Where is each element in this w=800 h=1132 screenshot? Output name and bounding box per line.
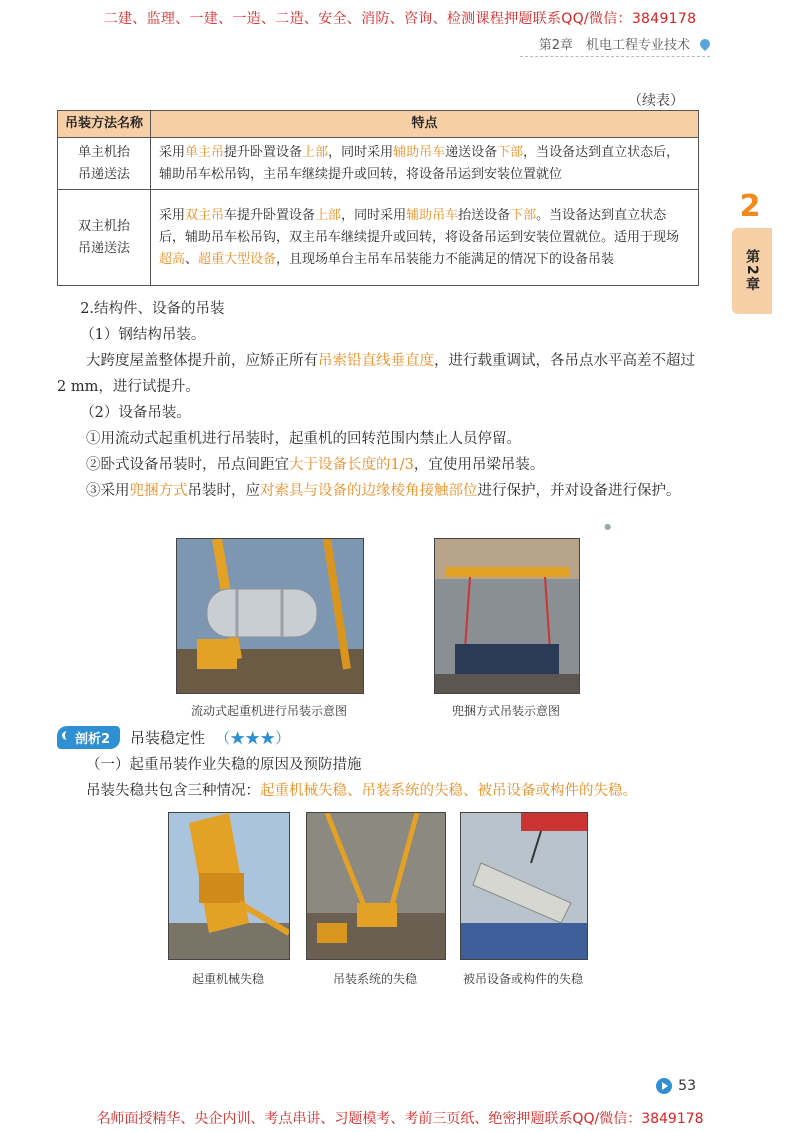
table-header-method: 吊装方法名称: [58, 111, 151, 138]
subsection-heading: （2）设备吊装。: [80, 405, 191, 421]
analysis-badge: 剖析2: [57, 726, 120, 749]
highlighted-text: 辅助吊车: [406, 207, 459, 223]
highlighted-text: 下部: [510, 207, 537, 223]
list-item: [57, 426, 702, 452]
text-segment: ，当设备达到直立状态后，辅助吊车松吊钩，主吊车继续提升或回转，将设备吊运到安装位置就位: [159, 144, 680, 182]
table-row: [58, 138, 699, 190]
text-segment: 吊装失稳共包含三种情况：: [86, 783, 260, 799]
highlighted-text: 起重机械失稳、吊装系统的失稳、被吊设备或构件的失稳。: [260, 783, 637, 799]
highlighted-text: 吊索铅直线垂直度: [318, 353, 434, 369]
page-number: [656, 1078, 696, 1094]
highlighted-text: 上部: [302, 144, 329, 160]
photo-caption: 被吊设备或构件的失稳: [462, 972, 583, 986]
method-name-line: 吊递送法: [77, 240, 130, 256]
text-segment: 采用: [159, 144, 186, 160]
chapter-title: 第2章 机电工程专业技术: [538, 38, 690, 53]
highlighted-text: 超重大型设备: [198, 251, 277, 267]
paragraph: [57, 778, 702, 804]
chapter-side-tab: [732, 190, 768, 314]
method-name-line: 单主机抬: [77, 144, 130, 160]
method-name-line: 吊递送法: [77, 166, 130, 182]
hoisting-methods-table: [57, 110, 699, 286]
list-item: [57, 452, 702, 478]
page-number-value: 53: [678, 1078, 696, 1094]
photo-caption: 流动式起重机进行吊装示意图: [190, 704, 347, 718]
features-cell: [151, 190, 699, 286]
highlighted-text: 大于设备长度的1/3: [289, 457, 414, 473]
table-row: [58, 190, 699, 286]
highlighted-text: 超高: [159, 251, 186, 267]
analysis-title: 吊装稳定性: [130, 729, 206, 747]
section-structure-hoisting: [57, 296, 702, 504]
chapter-number: 2: [739, 189, 761, 224]
highlighted-text: 上部: [315, 207, 342, 223]
text-segment: ②卧式设备吊装时，吊点间距宜: [86, 457, 289, 473]
photo-caption: 起重机械失稳: [191, 972, 264, 986]
chapter-header: [539, 34, 710, 53]
bottom-banner: 名师面授精华、央企内训、考点串讲、习题模考、考前三页纸、绝密押题联系QQ/微信：3849178: [96, 1111, 704, 1127]
text-segment: ，同时采用: [341, 207, 407, 223]
continued-note: （续表）: [628, 93, 684, 109]
photo-caption: 兜捆方式吊装示意图: [451, 704, 560, 718]
text-segment: ，同时采用: [328, 144, 394, 160]
highlighted-text: 双主吊: [185, 207, 225, 223]
top-banner: 二建、监理、一建、一造、二造、安全、消防、咨询、检测课程押题联系QQ/微信：3849178: [103, 11, 697, 27]
header-divider: [520, 56, 710, 57]
method-name-line: 双主机抬: [77, 218, 130, 234]
text-segment: 大跨度屋盖整体提升前，应矫正所有: [86, 353, 318, 369]
text-segment: ，宜使用吊梁吊装。: [413, 457, 545, 473]
highlighted-text: 下部: [497, 144, 524, 160]
bundling-lift-photo: [434, 538, 580, 694]
analysis-section-title: [57, 726, 290, 749]
analysis-body: [57, 752, 702, 804]
watermark: ●: [602, 521, 613, 532]
subsection-heading: （1）钢结构吊装。: [80, 327, 206, 343]
chapter-tab-label: 第2章: [732, 228, 772, 314]
photo-caption: 吊装系统的失稳: [332, 972, 417, 986]
text-segment: ，且现场单台主吊车吊装能力不能满足的情况下的设备吊装: [276, 251, 615, 267]
text-segment: ③采用: [86, 483, 130, 499]
lifted-equipment-instability-photo: [460, 812, 588, 960]
text-segment: ，进行载重调试，各吊点水平高差不超过2 mm，进行试提升。: [57, 353, 695, 395]
text-segment: 、: [185, 251, 199, 267]
paragraph: [57, 348, 702, 400]
play-icon: [656, 1078, 672, 1094]
highlighted-text: 辅助吊车: [393, 144, 446, 160]
rigging-instability-photo: [306, 812, 446, 960]
location-pin-icon: [698, 36, 712, 50]
subsection-heading: （一）起重吊装作业失稳的原因及预防措施: [86, 757, 362, 773]
method-name-cell: [58, 190, 151, 286]
table-header-features: 特点: [151, 111, 699, 138]
text-segment: 递送设备: [445, 144, 498, 160]
highlighted-text: 单主吊: [185, 144, 225, 160]
features-cell: [151, 138, 699, 190]
text-segment: 采用: [159, 207, 186, 223]
highlighted-text: 兜捆方式: [129, 483, 188, 499]
method-name-cell: [58, 138, 151, 190]
importance-stars: （★★★）: [215, 729, 291, 747]
list-item: [57, 478, 702, 504]
text-segment: 抬送设备: [458, 207, 511, 223]
text-segment: 提升卧置设备: [224, 144, 303, 160]
mobile-crane-photo: [176, 538, 364, 694]
text-segment: 进行保护，并对设备进行保护。: [477, 483, 681, 499]
section-heading: 2.结构件、设备的吊装: [80, 301, 225, 317]
table-header-row: [58, 111, 699, 138]
text-segment: 车提升卧置设备: [224, 207, 316, 223]
crane-instability-photo: [168, 812, 290, 960]
highlighted-text: 对索具与设备的边缘棱角接触部位: [260, 483, 478, 499]
text-segment: ①用流动式起重机进行吊装时，起重机的回转范围内禁止人员停留。: [86, 431, 521, 447]
text-segment: 吊装时，应: [187, 483, 260, 499]
text-segment: 。当设备达到直立状态后，辅助吊车松吊钩，双主吊车继续提升或回转，将设备吊运到安装位置就位。适用于现场: [159, 207, 680, 245]
